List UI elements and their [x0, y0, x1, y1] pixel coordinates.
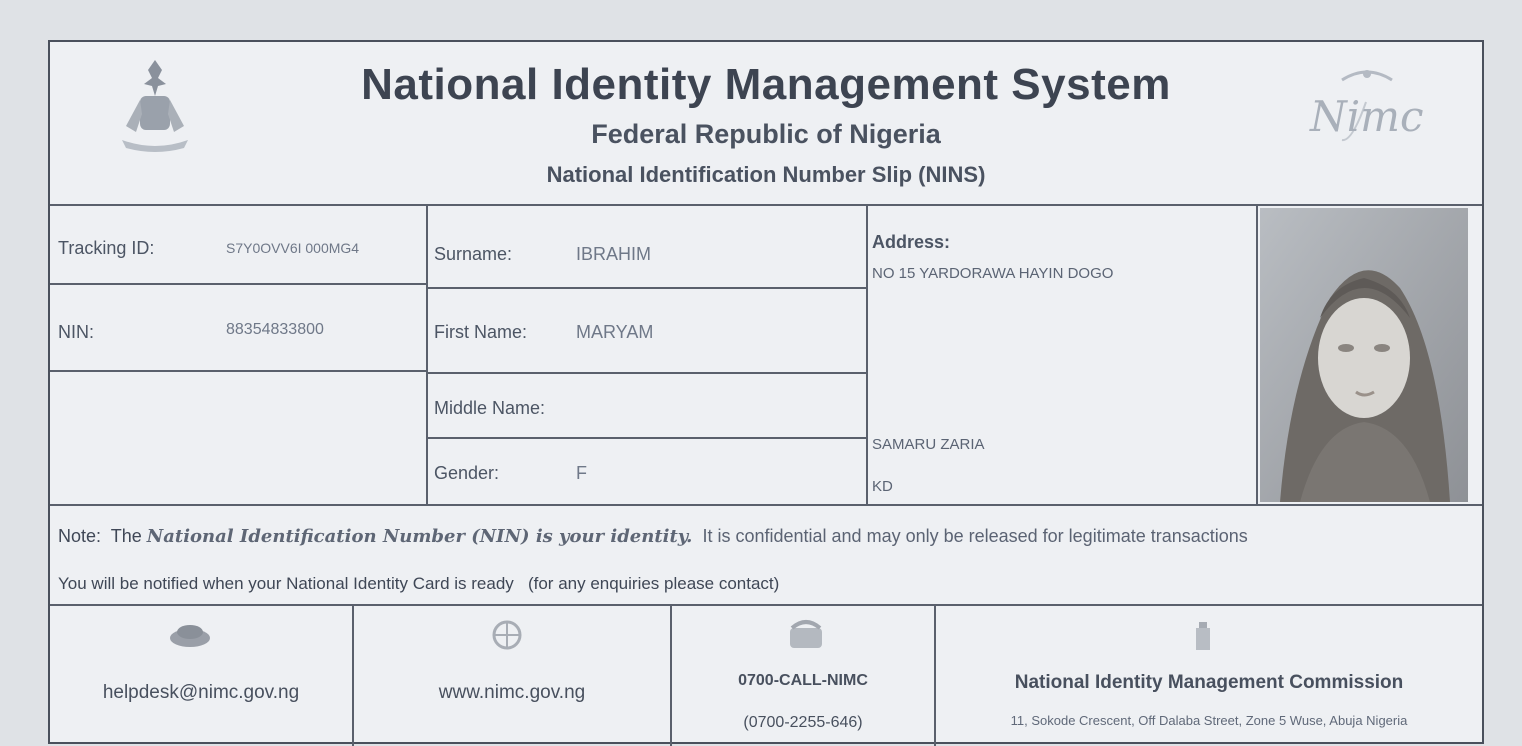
footer-org-address: 11, Sokode Crescent, Off Dalaba Street, Zone 5 Wuse, Abuja Nigeria: [1010, 713, 1408, 728]
footer-website[interactable]: www.nimc.gov.ng: [438, 682, 586, 703]
column-divider: [1256, 204, 1258, 504]
note-bottom-divider: [50, 604, 1482, 606]
nin-slip: [48, 40, 1484, 744]
header-divider: [50, 204, 1482, 206]
building-icon: [1188, 620, 1218, 657]
surname-label: Surname:: [434, 244, 513, 264]
first-name-label: First Name:: [434, 322, 528, 342]
row-divider: [50, 283, 428, 285]
globe-icon: [490, 618, 524, 657]
middle-name-label: Middle Name:: [434, 398, 546, 418]
tracking-id-label: Tracking ID:: [58, 238, 155, 258]
row-divider: [428, 372, 868, 374]
nimc-logo-text: Nimc: [1310, 92, 1424, 141]
column-divider: [866, 204, 868, 504]
footer-org-name: National Identity Management Commission: [1014, 672, 1404, 693]
tracking-id-value: S7Y0OVV6I 000MG4: [226, 240, 360, 256]
address-label: Address:: [872, 232, 951, 252]
phone-icon: [786, 618, 826, 657]
nin-label: NIN:: [58, 322, 94, 342]
footer-phone: 0700-CALL-NIMC: [738, 672, 868, 689]
note-prefix: Note:: [58, 526, 102, 546]
note-the: The: [110, 526, 142, 546]
surname-value: IBRAHIM: [576, 244, 652, 264]
note-emphasis: National Identification Number (NIN) is your identity.: [146, 526, 693, 547]
details-bottom-divider: [50, 504, 1482, 506]
row-divider: [428, 287, 868, 289]
note-line2: You will be notified when your National Identity Card is ready (for any enquiries please contact): [58, 574, 780, 593]
address-state: KD: [872, 478, 893, 495]
row-divider: [428, 437, 868, 439]
email-icon: [168, 622, 212, 653]
column-divider: [426, 204, 428, 504]
passport-photo: [1260, 208, 1468, 502]
gender-label: Gender:: [434, 463, 500, 483]
note-line1: [58, 526, 1248, 547]
nimc-logo-icon: [1302, 62, 1432, 152]
page-subtitle: Federal Republic of Nigeria: [591, 119, 941, 149]
gender-value: F: [576, 463, 587, 483]
note-rest: It is confidential and may only be released for legitimate transactions: [702, 526, 1248, 546]
page-title: National Identity Management System: [361, 60, 1171, 109]
footer-email[interactable]: helpdesk@nimc.gov.ng: [102, 682, 300, 703]
address-town: SAMARU ZARIA: [872, 436, 985, 453]
first-name-value: MARYAM: [576, 322, 654, 342]
footer-divider: [352, 604, 354, 746]
nin-value: 88354833800: [226, 321, 324, 338]
footer-phone-digits: (0700-2255-646): [743, 714, 863, 731]
slip-title: National Identification Number Slip (NINS): [546, 162, 986, 187]
row-divider: [50, 370, 428, 372]
address-line1: NO 15 YARDORAWA HAYIN DOGO: [872, 265, 1114, 282]
